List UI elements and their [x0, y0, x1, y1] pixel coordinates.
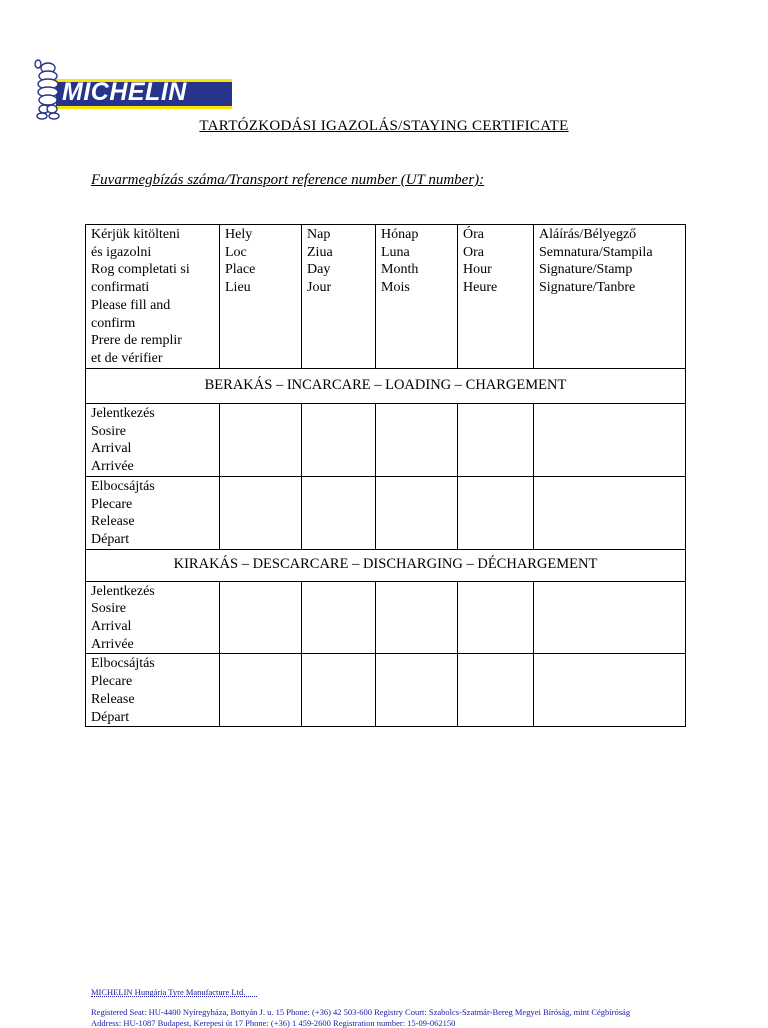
- discharging-release-month-cell[interactable]: [376, 654, 458, 727]
- document-title: TARTÓZKODÁSI IGAZOLÁS/STAYING CERTIFICATE: [199, 118, 569, 134]
- cell-line: Ziua: [307, 244, 333, 260]
- cell-line: Prere de remplir: [91, 333, 182, 349]
- cell-line: Sosire: [91, 601, 126, 617]
- loading-section-row: [86, 369, 686, 404]
- cell-line: Elbocsájtás: [91, 656, 155, 672]
- cell-line: Plecare: [91, 496, 133, 512]
- cell-line: Month: [381, 262, 419, 278]
- loading-release-place-cell[interactable]: [220, 476, 302, 549]
- discharging-arrival-row: [86, 581, 686, 654]
- footer-company: MICHELIN Hungária Tyre Manufacture Ltd.: [91, 987, 246, 997]
- reference-number-label: Fuvarmegbízás száma/Transport reference number (UT number):: [91, 172, 485, 188]
- cell-line: Kérjük kitölteni: [91, 227, 181, 242]
- cell-line: Release: [91, 691, 135, 707]
- cell-line: Jour: [307, 280, 332, 296]
- discharging-section-row: [86, 549, 686, 581]
- cell-line: Aláírás/Bélyegző: [539, 227, 637, 242]
- cell-line: confirm: [91, 315, 136, 331]
- cell-line: Plecare: [91, 674, 133, 690]
- cell-line: Sosire: [91, 423, 126, 439]
- cell-line: Ora: [463, 244, 484, 260]
- loading-release-signature-cell[interactable]: [534, 476, 686, 549]
- cell-line: Luna: [381, 244, 410, 260]
- discharging-release-row: [86, 654, 686, 727]
- cell-line: Hour: [463, 262, 492, 278]
- loading-arrival-day-cell[interactable]: [302, 404, 376, 477]
- loading-section-title: BERAKÁS – INCARCARE – LOADING – CHARGEMENT: [86, 369, 686, 404]
- discharging-release-label: [86, 654, 220, 727]
- cell-line: Heure: [463, 280, 498, 296]
- cell-line: Day: [307, 262, 331, 278]
- cell-line: Signature/Stamp: [539, 262, 633, 278]
- cell-line: Jelentkezés: [91, 583, 155, 599]
- cell-line: confirmati: [91, 280, 150, 296]
- cell-line: Signature/Tanbre: [539, 280, 636, 296]
- cell-line: Hely: [225, 227, 253, 242]
- discharging-section-title: KIRAKÁS – DESCARCARE – DISCHARGING – DÉCHARGEMENT: [86, 549, 686, 581]
- cell-line: Place: [225, 262, 256, 278]
- cell-line: és igazolni: [91, 244, 152, 260]
- discharging-arrival-signature-cell[interactable]: [534, 581, 686, 654]
- loading-release-hour-cell[interactable]: [458, 476, 534, 549]
- logo-wordmark: MICHELIN: [62, 78, 187, 106]
- cell-line: Mois: [381, 280, 410, 296]
- loading-arrival-month-cell[interactable]: [376, 404, 458, 477]
- cell-line: Arrival: [91, 441, 132, 457]
- header-instruction: [86, 225, 220, 369]
- cell-line: Lieu: [225, 280, 251, 296]
- cell-line: Arrivée: [91, 459, 134, 475]
- loading-release-label: [86, 476, 220, 549]
- discharging-arrival-hour-cell[interactable]: [458, 581, 534, 654]
- cell-line: Rog completati si: [91, 262, 190, 278]
- discharging-arrival-month-cell[interactable]: [376, 581, 458, 654]
- certificate-table: [85, 224, 686, 727]
- loading-arrival-place-cell[interactable]: [220, 404, 302, 477]
- discharging-arrival-label: [86, 581, 220, 654]
- footer-line-2: Address: HU-1087 Budapest, Kerepesi út 17 Phone: (+36) 1 459-2600 Registration number: 15-09-062150: [91, 1018, 456, 1028]
- loading-arrival-signature-cell[interactable]: [534, 404, 686, 477]
- cell-line: Nap: [307, 227, 331, 242]
- loading-release-day-cell[interactable]: [302, 476, 376, 549]
- discharging-arrival-day-cell[interactable]: [302, 581, 376, 654]
- cell-line: Elbocsájtás: [91, 478, 155, 494]
- discharging-arrival-place-cell[interactable]: [220, 581, 302, 654]
- cell-line: Départ: [91, 709, 130, 725]
- header-day: [302, 225, 376, 369]
- cell-line: Départ: [91, 531, 130, 547]
- footer-line-1: Registered Seat: HU-4400 Nyíregyháza, Bottyán J. u. 15 Phone: (+36) 42 503-600 Registry Court: Szabolcs-Szatmár-Bereg Megyei Bíróság, mint Cégbíróság: [91, 1007, 631, 1017]
- loading-arrival-row: [86, 404, 686, 477]
- cell-line: Óra: [463, 227, 484, 242]
- cell-line: Arrivée: [91, 636, 134, 652]
- cell-line: Arrival: [91, 619, 132, 635]
- loading-release-month-cell[interactable]: [376, 476, 458, 549]
- discharging-release-day-cell[interactable]: [302, 654, 376, 727]
- cell-line: et de vérifier: [91, 350, 163, 366]
- cell-line: Loc: [225, 244, 247, 260]
- header-place: [220, 225, 302, 369]
- header-signature: [534, 225, 686, 369]
- cell-line: Semnatura/Stampila: [539, 244, 653, 260]
- loading-arrival-hour-cell[interactable]: [458, 404, 534, 477]
- header-month: [376, 225, 458, 369]
- header-hour: [458, 225, 534, 369]
- cell-line: Hónap: [381, 227, 419, 242]
- discharging-release-place-cell[interactable]: [220, 654, 302, 727]
- discharging-release-hour-cell[interactable]: [458, 654, 534, 727]
- cell-line: Please fill and: [91, 297, 171, 313]
- discharging-release-signature-cell[interactable]: [534, 654, 686, 727]
- loading-arrival-label: [86, 404, 220, 477]
- loading-release-row: [86, 476, 686, 549]
- table-header-row: [86, 225, 686, 369]
- cell-line: Jelentkezés: [91, 406, 155, 421]
- footer-divider: [91, 996, 257, 997]
- cell-line: Release: [91, 514, 135, 530]
